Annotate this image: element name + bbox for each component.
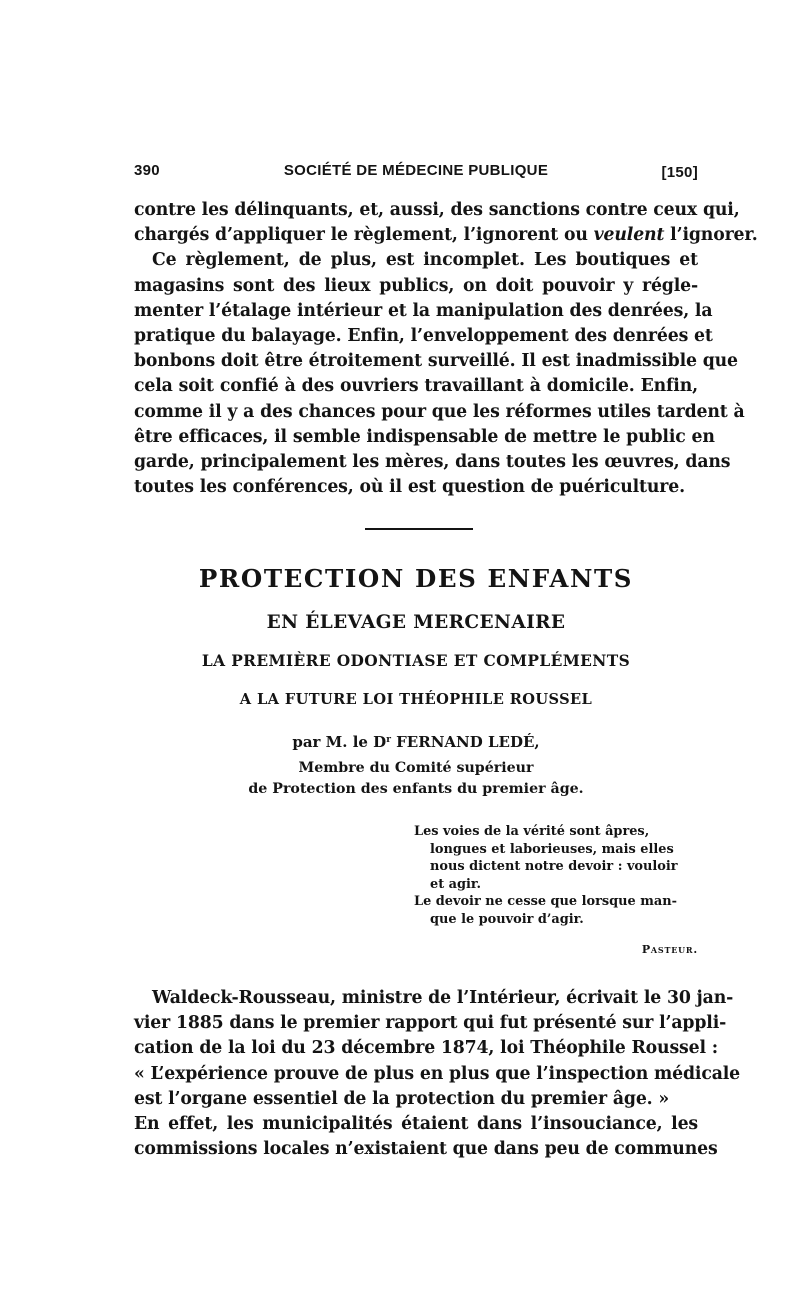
italic-word: veulent	[593, 225, 665, 246]
section-divider	[365, 528, 473, 530]
epigraph-line: Les voies de la vérité sont âpres,	[414, 824, 650, 839]
author-name: FERNAND LEDÉ,	[390, 733, 540, 751]
author-affiliation: Membre du Comité supérieur	[298, 760, 534, 776]
article-heading-1: LA PREMIÈRE ODONTIASE ET COMPLÉMENTS	[201, 652, 631, 670]
text-line: magasins sont des lieux publics, on doit pouvoir y régle-	[134, 275, 698, 296]
article-heading-2: A LA FUTURE LOI THÉOPHILE ROUSSEL	[239, 691, 593, 708]
text-fragment: l’ignorer.	[664, 225, 758, 246]
paragraph-body	[134, 986, 741, 1162]
article-title: PROTECTION DES ENFANTS	[198, 564, 634, 593]
byline	[134, 733, 698, 751]
epigraph-line: et agir.	[430, 876, 482, 892]
section-number: [150]	[661, 164, 698, 181]
epigraph	[414, 823, 698, 929]
article-subtitle: EN ÉLEVAGE MERCENAIRE	[266, 612, 566, 633]
epigraph-line: que le pouvoir d’agir.	[430, 911, 584, 927]
text-line: « L’expérience prouve de plus en plus que l’inspection médicale	[134, 1063, 741, 1084]
text-line: bonbons doit être étroitement surveillé. Il est inadmissible que	[134, 351, 738, 372]
text-line: vier 1885 dans le premier rapport qui fut présenté sur l’appli-	[134, 1013, 727, 1034]
byline-superscript: r	[386, 735, 391, 745]
byline-prefix: par M. le D	[292, 733, 387, 751]
text-fragment: chargés d’appliquer le règlement, l’ignorent ou	[134, 225, 594, 246]
text-line: commissions locales n’existaient que dans peu de communes	[134, 1139, 718, 1160]
text-line: En effet, les municipalités étaient dans l’insouciance, les	[134, 1114, 698, 1135]
text-line: est l’organe essentiel de la protection du premier âge. »	[134, 1088, 670, 1109]
text-line: comme il y a des chances pour que les réformes utiles tardent à	[134, 401, 745, 422]
text-line: pratique du balayage. Enfin, l’enveloppement des denrées et	[134, 326, 713, 347]
running-head	[134, 160, 698, 186]
epigraph-line: Le devoir ne cesse que lorsque man-	[414, 894, 677, 910]
author-affiliation: de Protection des enfants du premier âge.	[248, 781, 584, 797]
text-line: Waldeck-Rousseau, ministre de l’Intérieur, écrivait le 30 jan-	[152, 988, 734, 1008]
epigraph-line: nous dictent notre devoir : vouloir	[430, 859, 678, 875]
text-line: contre les délinquants, et, aussi, des sanctions contre ceux qui,	[134, 200, 740, 220]
text-line: cela soit confié à des ouvriers travaillant à domicile. Enfin,	[134, 376, 698, 397]
journal-title: SOCIÉTÉ DE MÉDECINE PUBLIQUE	[283, 162, 549, 179]
text-line: menter l’étalage intérieur et la manipulation des denrées, la	[134, 300, 713, 321]
text-line: garde, principalement les mères, dans toutes les œuvres, dans	[134, 452, 731, 473]
text-line	[134, 223, 758, 248]
text-line: être efficaces, il semble indispensable de mettre le public en	[134, 426, 715, 447]
text-line: toutes les conférences, où il est question de puériculture.	[134, 477, 685, 498]
paragraph-continued	[134, 198, 758, 500]
epigraph-line: longues et laborieuses, mais elles	[430, 841, 674, 857]
text-line: Ce règlement, de plus, est incomplet. Les boutiques et	[152, 250, 698, 271]
text-line: cation de la loi du 23 décembre 1874, loi Théophile Roussel :	[134, 1038, 718, 1059]
page-number: 390	[134, 162, 160, 179]
epigraph-attribution: Pasteur.	[641, 943, 698, 956]
